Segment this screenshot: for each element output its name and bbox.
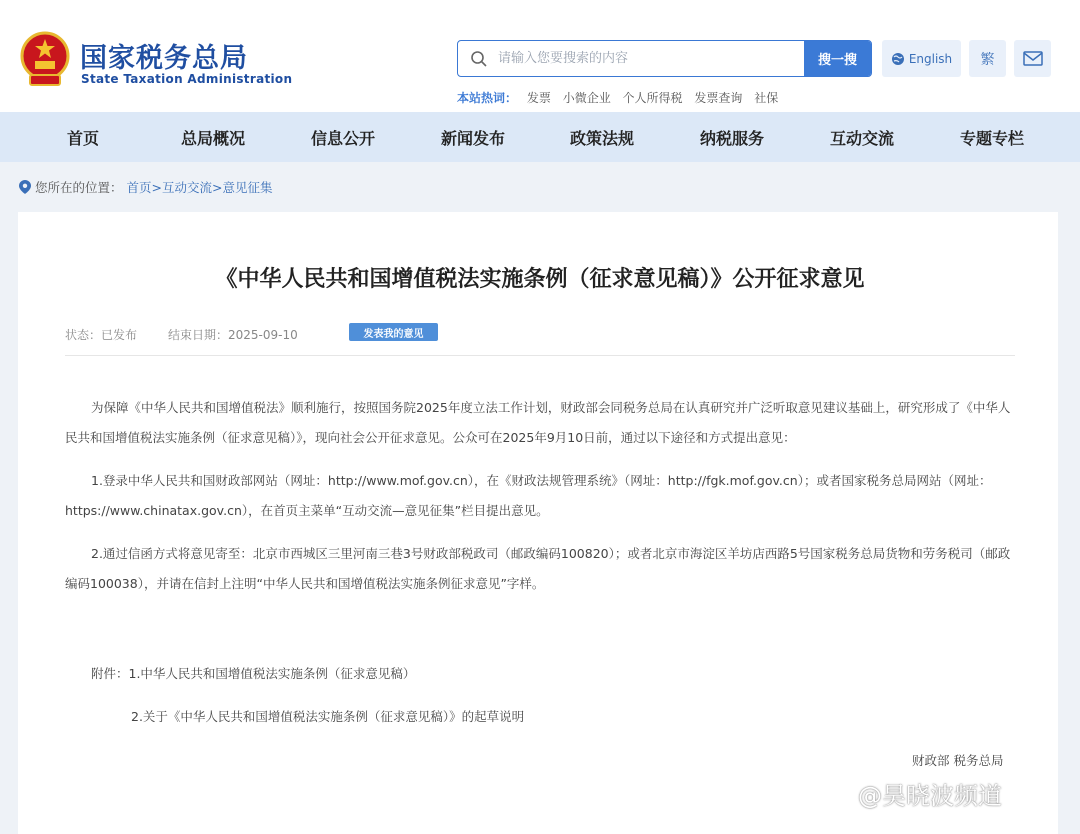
breadcrumb-prefix: 您所在的位置： <box>35 180 123 195</box>
nav-item-overview[interactable]: 总局概况 <box>181 129 246 148</box>
article-paragraph-method-1: 1.登录中华人民共和国财政部网站（网址：http://www.mof.gov.cn），在《财政法规管理系统》（网址：http://fgk.mof.gov.cn）；或者国家税务总局网站（网址：https://www.chinatax.gov.cn），在首页主菜单“互动交流—意见征集”栏目提出意见。 <box>65 473 992 518</box>
site-header <box>0 0 1080 112</box>
nav-item-special[interactable]: 专题专栏 <box>960 129 1025 148</box>
hot-word-link[interactable]: 小微企业 <box>562 91 611 105</box>
location-pin-icon <box>19 180 31 194</box>
watermark-text: @昊晓波频道 <box>858 782 1002 810</box>
search-box <box>457 40 872 77</box>
hot-word-link[interactable]: 社保 <box>754 91 779 105</box>
nav-item-tax-service[interactable]: 纳税服务 <box>700 129 765 148</box>
nav-item-interaction[interactable]: 互动交流 <box>830 129 895 148</box>
meta-divider <box>65 355 1015 356</box>
article-status: 状态：已发布 <box>65 328 138 342</box>
nav-item-policy[interactable]: 政策法规 <box>570 129 635 148</box>
attachment-2-link[interactable]: 2.关于《中华人民共和国增值税法实施条例（征求意见稿）》的起草说明 <box>131 709 525 724</box>
article-end-date: 结束日期：2025-09-10 <box>168 328 298 342</box>
english-label: English <box>908 51 953 66</box>
hot-word-link[interactable]: 发票查询 <box>694 91 743 105</box>
article-paragraph-method-2: 2.通过信函方式将意见寄至：北京市西城区三里河南三巷3号财政部税政司（邮政编码100820）；或者北京市海淀区羊坊店西路5号国家税务总局货物和劳务税司（邮政编码100038），并请在信封上注明“中华人民共和国增值税法实施条例征求意见”字样。 <box>65 546 1011 591</box>
attachment-1-link[interactable]: 附件：1.中华人民共和国增值税法实施条例（征求意见稿） <box>91 666 416 681</box>
english-button[interactable] <box>882 40 961 77</box>
site-logo-subtitle: State Taxation Administration <box>81 72 293 86</box>
traditional-chinese-button[interactable]: 繁 <box>969 40 1006 77</box>
nav-item-news[interactable]: 新闻发布 <box>441 129 506 148</box>
article-title: 《中华人民共和国增值税法实施条例（征求意见稿）》公开征求意见 <box>215 267 865 292</box>
hot-word-link[interactable]: 个人所得税 <box>622 91 683 105</box>
search-button[interactable]: 搜一搜 <box>804 41 871 76</box>
hot-word-link[interactable]: 发票 <box>526 91 551 105</box>
hot-words-bar <box>457 89 786 106</box>
mail-button[interactable] <box>1014 40 1051 77</box>
search-icon <box>470 50 488 68</box>
submit-opinion-button[interactable]: 发表我的意见 <box>349 323 438 341</box>
site-logo-title[interactable]: 国家税务总局 <box>80 43 248 74</box>
article-paragraph-intro: 为保障《中华人民共和国增值税法》顺利施行，按照国务院2025年度立法工作计划，财政部会同税务总局在认真研究并广泛听取意见建议基础上，研究形成了《中华人民共和国增值税法实施条例（征求意见稿）》，现向社会公开征求意见。公众可在2025年9月10日前，通过以下途径和方式提出意见： <box>65 400 1011 445</box>
channel-watermark <box>858 776 1002 811</box>
globe-icon <box>891 52 905 66</box>
article-signature: 财政部 税务总局 <box>912 753 1004 768</box>
hot-words-label: 本站热词： <box>457 91 518 105</box>
breadcrumb-path[interactable]: 首页>互动交流>意见征集 <box>126 180 273 195</box>
main-nav <box>0 112 1080 162</box>
nav-item-info-disclosure[interactable]: 信息公开 <box>311 129 376 148</box>
nav-item-home[interactable]: 首页 <box>67 129 100 148</box>
mail-icon <box>1023 51 1043 66</box>
national-emblem-icon <box>20 31 70 87</box>
breadcrumb <box>19 178 272 196</box>
search-input[interactable] <box>498 41 803 76</box>
